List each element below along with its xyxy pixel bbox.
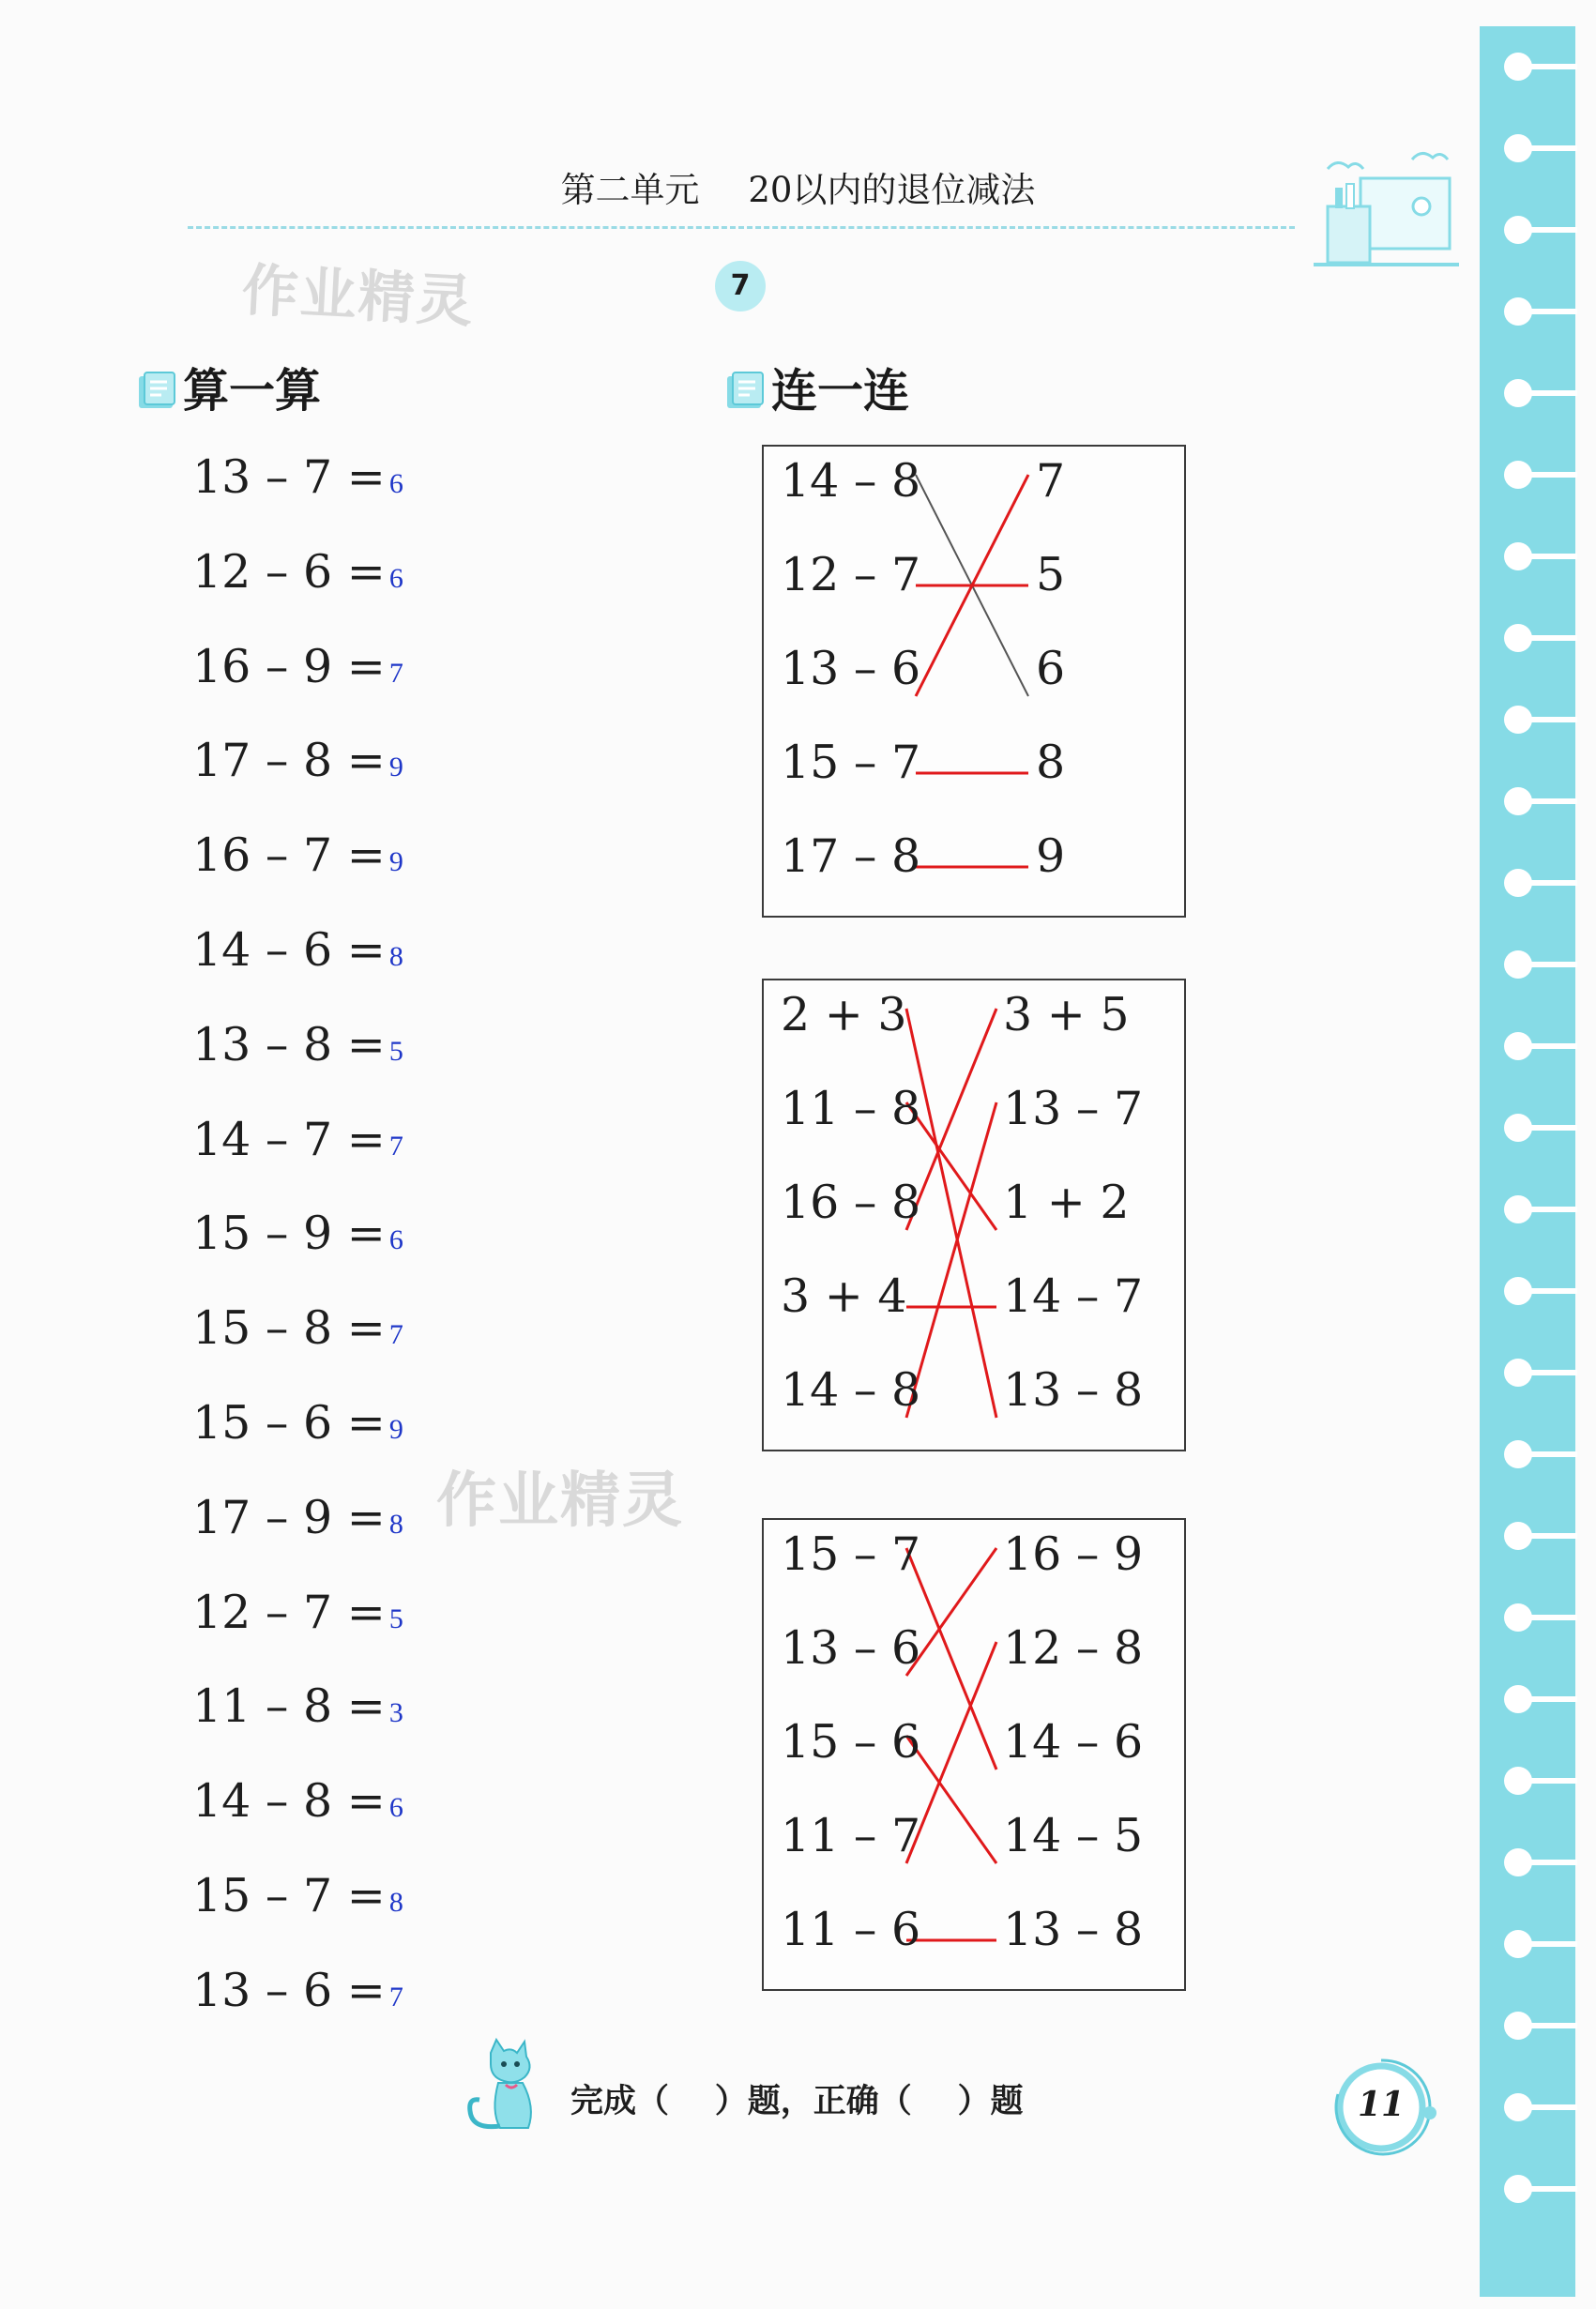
calc-expression: 17 – 8 =	[192, 734, 386, 788]
calc-item	[192, 1113, 474, 1188]
calc-item	[192, 1207, 474, 1282]
desk-illustration-icon	[1309, 141, 1468, 280]
calc-answer[interactable]: 6	[388, 1792, 403, 1824]
match-right-item[interactable]: 14 – 7	[1003, 1269, 1144, 1323]
binding-ring	[1504, 1603, 1532, 1632]
match-left-item[interactable]: 3 + 4	[781, 1269, 907, 1323]
cat-illustration-icon	[463, 2036, 553, 2134]
match-left-item[interactable]: 2 + 3	[781, 988, 907, 1041]
binding-ring	[1504, 379, 1532, 407]
binding-ring	[1504, 1685, 1532, 1713]
calc-answer[interactable]: 9	[388, 846, 403, 878]
calc-item	[192, 450, 474, 525]
calc-answer[interactable]: 6	[388, 1224, 403, 1256]
binding-ring	[1504, 297, 1532, 326]
calc-expression: 13 – 6 =	[192, 1963, 386, 2017]
calc-expression: 16 – 9 =	[192, 639, 386, 693]
calc-expression: 15 – 7 =	[192, 1869, 386, 1922]
binding-ring	[1504, 706, 1532, 734]
calc-expression: 13 – 8 =	[192, 1017, 386, 1071]
calc-item	[192, 1869, 474, 1944]
binding-ring	[1504, 624, 1532, 652]
match-left-item[interactable]: 11 – 8	[781, 1082, 921, 1135]
calc-answer[interactable]: 5	[388, 1035, 403, 1067]
match-right-item[interactable]: 13 – 8	[1003, 1903, 1144, 1956]
calc-item	[192, 734, 474, 809]
header-title: 20以内的退位减法	[748, 170, 1036, 210]
section-title-calc	[136, 355, 321, 420]
calc-item	[192, 1491, 474, 1566]
calc-expression: 13 – 7 =	[192, 450, 386, 504]
calc-item	[192, 640, 474, 715]
binding-ring	[1504, 1195, 1532, 1223]
calc-answer[interactable]: 9	[388, 1414, 403, 1445]
binding-ring	[1504, 1359, 1532, 1387]
section-title-match	[724, 355, 909, 420]
match-left-item[interactable]: 16 – 8	[781, 1176, 921, 1229]
calc-item	[192, 923, 474, 998]
calc-expression: 12 – 7 =	[192, 1585, 386, 1639]
match-right-item[interactable]: 1 + 2	[1003, 1176, 1130, 1229]
footer-completion-text: 完成（ ）题，正确（ ）题	[570, 2083, 1024, 2120]
watermark: 作业精灵	[240, 257, 477, 336]
calc-answer[interactable]: 7	[388, 1130, 403, 1162]
calc-expression: 14 – 8 =	[192, 1774, 386, 1829]
match-right-item[interactable]: 12 – 8	[1003, 1621, 1144, 1675]
header-divider	[188, 226, 1295, 229]
match-left-item[interactable]: 14 – 8	[781, 1363, 921, 1417]
match-right-item[interactable]: 13 – 8	[1003, 1363, 1144, 1417]
match-box	[762, 1518, 1186, 1991]
binding-ring	[1504, 1440, 1532, 1468]
binding-ring	[1504, 2093, 1532, 2121]
match-left-item[interactable]: 17 – 8	[781, 829, 921, 883]
match-box	[762, 445, 1186, 918]
match-left-item[interactable]: 15 – 7	[781, 1527, 921, 1581]
calc-answer[interactable]: 7	[388, 657, 403, 689]
match-right-item[interactable]: 3 + 5	[1003, 988, 1130, 1041]
match-left-item[interactable]: 12 – 7	[781, 548, 921, 601]
calc-answer[interactable]: 3	[388, 1697, 403, 1729]
calc-answer[interactable]: 7	[388, 1319, 403, 1351]
calc-expression: 11 – 8 =	[192, 1679, 386, 1734]
header-unit: 第二单元	[560, 170, 700, 210]
calc-item	[192, 828, 474, 904]
binding-strip	[1480, 26, 1575, 2297]
match-left-item[interactable]: 15 – 6	[781, 1715, 921, 1769]
calc-item	[192, 1586, 474, 1661]
binding-ring	[1504, 53, 1532, 81]
calc-answer[interactable]: 5	[388, 1603, 403, 1634]
calc-item	[192, 1679, 474, 1755]
match-right-item[interactable]: 6	[1036, 642, 1066, 695]
match-right-item[interactable]: 16 – 9	[1003, 1527, 1144, 1581]
binding-ring	[1504, 1848, 1532, 1876]
binding-ring	[1504, 1032, 1532, 1060]
binding-ring	[1504, 1522, 1532, 1550]
calc-item	[192, 1301, 474, 1376]
book-icon	[136, 371, 179, 414]
question-number-badge: 7	[715, 261, 766, 311]
calc-answer[interactable]: 8	[388, 941, 403, 972]
binding-ring	[1504, 1114, 1532, 1142]
calc-expression: 14 – 6 =	[192, 923, 386, 977]
calc-answer[interactable]: 6	[388, 468, 403, 499]
calc-answer[interactable]: 9	[388, 752, 403, 783]
binding-ring	[1504, 1277, 1532, 1305]
binding-ring	[1504, 134, 1532, 162]
match-right-item[interactable]: 9	[1036, 829, 1066, 883]
match-left-item[interactable]: 13 – 6	[781, 1621, 921, 1675]
calc-expression: 16 – 7 =	[192, 828, 386, 883]
binding-ring	[1504, 2175, 1532, 2203]
calc-expression: 17 – 9 =	[192, 1490, 386, 1544]
match-left-item[interactable]: 11 – 6	[781, 1903, 921, 1956]
binding-ring	[1504, 216, 1532, 244]
calc-expression: 15 – 6 =	[192, 1396, 386, 1450]
calc-item	[192, 1964, 474, 2039]
binding-ring	[1504, 2012, 1532, 2040]
match-right-item[interactable]: 14 – 5	[1003, 1809, 1144, 1862]
match-box	[762, 979, 1186, 1451]
match-left-item[interactable]: 13 – 6	[781, 642, 921, 695]
watermark: 作业精灵	[436, 1466, 684, 1536]
calc-item	[192, 545, 474, 620]
calc-answer[interactable]: 7	[388, 1981, 403, 2013]
calc-answer[interactable]: 6	[388, 562, 403, 594]
calc-item	[192, 1018, 474, 1093]
calc-answer[interactable]: 8	[388, 1887, 403, 1918]
binding-ring	[1504, 542, 1532, 570]
binding-ring	[1504, 950, 1532, 979]
binding-ring	[1504, 1767, 1532, 1795]
match-left-item[interactable]: 11 – 7	[781, 1809, 921, 1862]
calc-item	[192, 1396, 474, 1471]
match-right-item[interactable]: 14 – 6	[1003, 1715, 1144, 1769]
calc-expression: 12 – 6 =	[192, 544, 386, 599]
section-title-calc-label: 算一算	[183, 364, 322, 418]
binding-ring	[1504, 787, 1532, 815]
book-icon	[724, 371, 768, 414]
calc-expression: 15 – 8 =	[192, 1301, 386, 1356]
calc-answer[interactable]: 8	[388, 1508, 403, 1540]
match-right-item[interactable]: 7	[1036, 454, 1066, 508]
binding-ring	[1504, 869, 1532, 897]
calc-expression: 14 – 7 =	[192, 1112, 386, 1166]
section-title-match-label: 连一连	[771, 364, 910, 418]
page-number: 11	[1357, 2085, 1406, 2124]
calc-item	[192, 1774, 474, 1849]
match-right-item[interactable]: 5	[1036, 548, 1066, 601]
match-left-item[interactable]: 15 – 7	[781, 736, 921, 789]
binding-ring	[1504, 1930, 1532, 1958]
calc-expression: 15 – 9 =	[192, 1207, 386, 1261]
match-left-item[interactable]: 14 – 8	[781, 454, 921, 508]
binding-ring	[1504, 461, 1532, 489]
match-right-item[interactable]: 13 – 7	[1003, 1082, 1144, 1135]
match-right-item[interactable]: 8	[1036, 736, 1066, 789]
